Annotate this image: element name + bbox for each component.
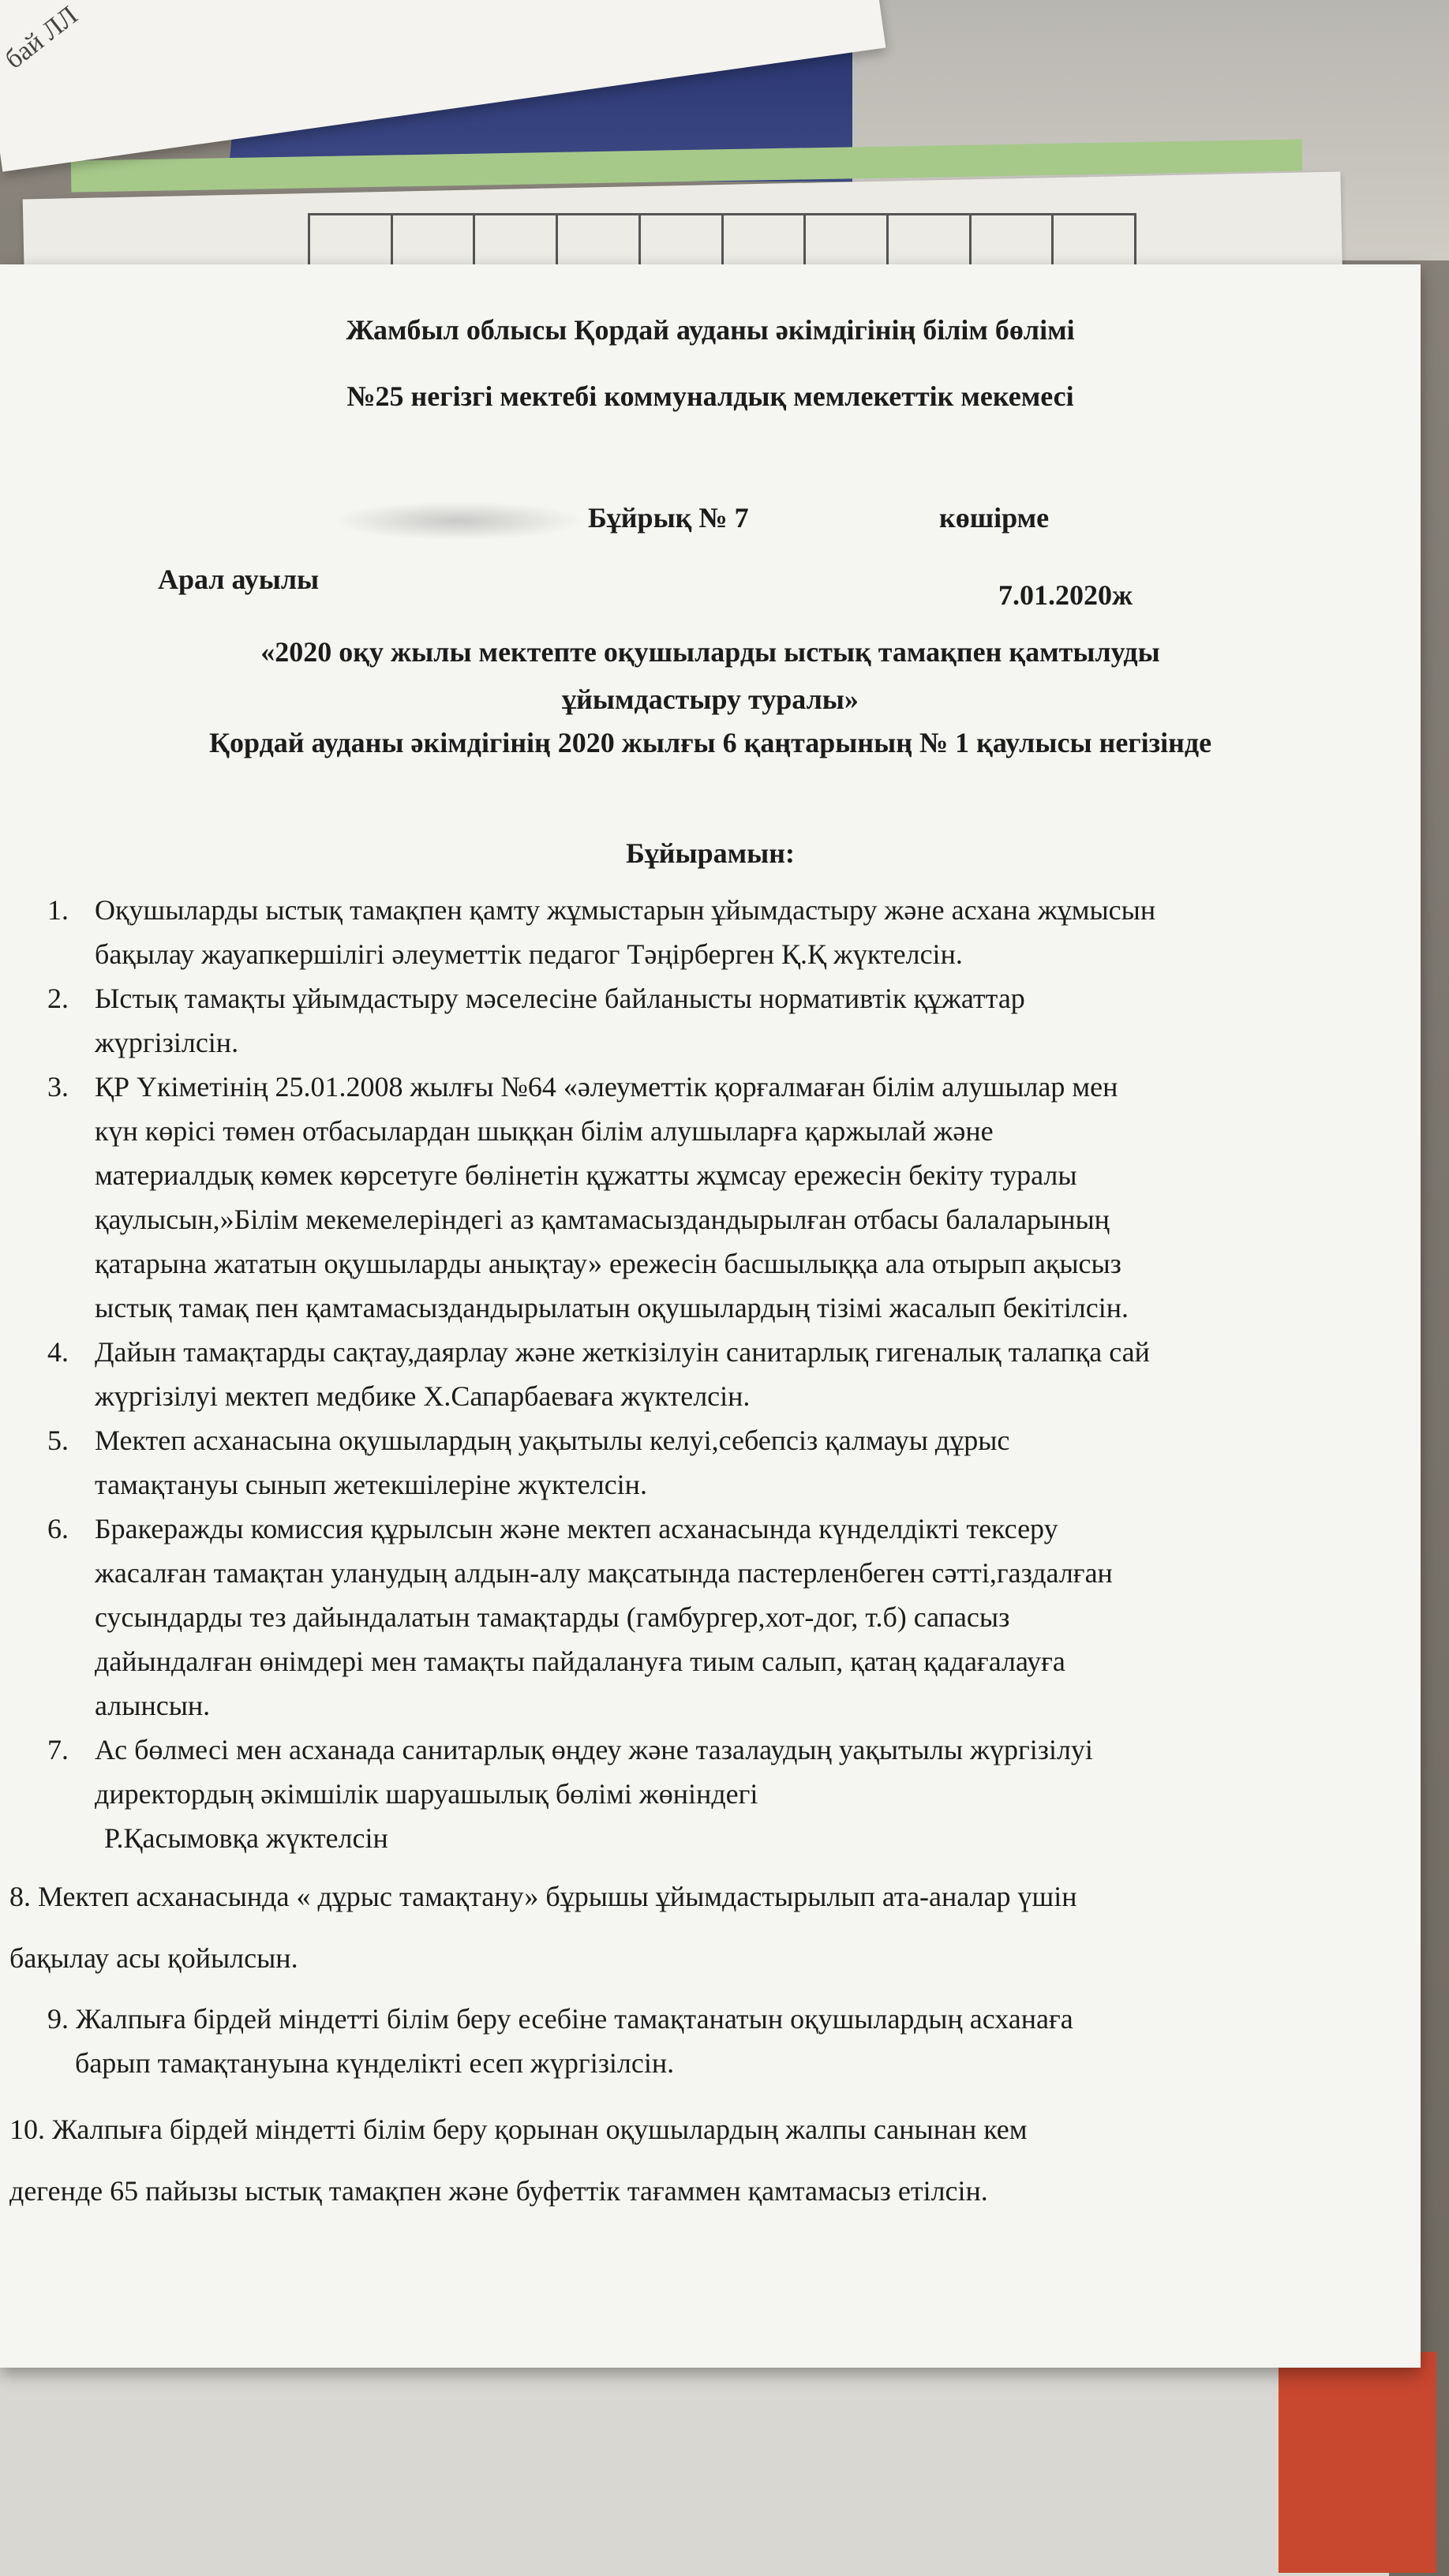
item-line: ҚР Үкіметінің 25.01.2008 жылғы №64 «әлеуметтік қорғалмаған білім алушылар мен	[95, 1071, 1118, 1103]
item-number: 7.	[47, 1734, 69, 1765]
item-line: қаулысын,»Білім мекемелеріндегі аз қамтамасыздандырылған отбасы балаларының	[95, 1204, 1110, 1235]
item-line: Дайын тамақтарды сақтау,даярлау және жеткізілуін санитарлық гигеналық талапқа сай	[95, 1336, 1150, 1368]
item-line: Ыстық тамақты ұйымдастыру мәселесіне байланысты нормативтік құжаттар	[95, 983, 1025, 1014]
item-line: Мектеп асханасына оқушылардың уақытылы келуі,себепсіз қалмауы дұрыс	[95, 1425, 1010, 1456]
item-line: қатарына жататын оқушыларды анықтау» ережесін басшылыққа ала отырып ақысыз	[95, 1248, 1121, 1279]
header-line-1: Жамбыл облысы Қордай ауданы әкімдігінің білім бөлімі	[346, 314, 1075, 346]
item-line: материалдық көмек көрсетуге бөлінетін құжатты жұмсау ережесін бекіту туралы	[95, 1159, 1077, 1191]
order-place: Арал ауылы	[158, 564, 320, 595]
order-basis: Қордай ауданы әкімдігінің 2020 жылғы 6 қаңтарының № 1 қаулысы негізінде	[208, 727, 1212, 758]
document-page	[0, 264, 1421, 2368]
order-item-10	[9, 2107, 1367, 2213]
red-folder-edge	[1279, 2352, 1436, 2573]
item-line: Р.Қасымовқа жүктелсін	[104, 1822, 388, 1854]
item-number: 1.	[47, 894, 69, 926]
item-line: алынсын.	[95, 1690, 211, 1721]
item-line: тамақтануы сынып жетекшілеріне жүктелсін.	[95, 1469, 647, 1500]
item-number: 4.	[47, 1336, 69, 1368]
corner-sheet-text: бай ЛЛ	[0, 0, 84, 75]
item-line: Ас бөлмесі мен асханада санитарлық өңдеу және тазалаудың уақытылы жүргізілуі	[95, 1734, 1093, 1765]
item-line: барып тамақтануына күнделікті есеп жүргізілсін.	[75, 2047, 675, 2079]
item-number: 5.	[47, 1425, 69, 1456]
item-number: 6.	[47, 1513, 69, 1544]
item-line: жасалған тамақтан уланудың алдын-алу мақсатында пастерленбеген сәтті,газдалған	[95, 1557, 1113, 1589]
item-number: 3.	[47, 1071, 69, 1103]
item-line: 8. Мектеп асханасында « дұрыс тамақтану» бұрышы ұйымдастырылып ата-аналар үшін	[9, 1881, 1077, 1912]
blurred-mark	[331, 501, 584, 541]
item-line: сусындарды тез дайындалатын тамақтарды (гамбургер,хот-дог, т.б) сапасыз	[95, 1601, 1010, 1633]
order-subject-line-1: «2020 оқу жылы мектепте оқушыларды ыстық тамақпен қамтылуды	[260, 636, 1160, 668]
item-line: дегенде 65 пайызы ыстық тамақпен және буфеттік тағаммен қамтамасыз етілсін.	[9, 2175, 988, 2207]
item-line: Оқушыларды ыстық тамақпен қамту жұмыстарын ұйымдастыру және асхана жұмысын	[95, 894, 1156, 926]
item-line: ыстық тамақ пен қамтамасыздандырылатын оқушылардың тізімі жасалып бекітілсін.	[95, 1292, 1129, 1324]
item-line: директордың әкімшілік шаруашылық бөлімі жөніндегі	[95, 1778, 758, 1810]
item-line: 10. Жалпыға бірдей міндетті білім беру қорынан оқушылардың жалпы санынан кем	[9, 2114, 1028, 2145]
item-number: 2.	[47, 983, 69, 1014]
item-line: дайындалған өнімдері мен тамақты пайдалануға тиым салып, қатаң қадағалауға	[95, 1646, 1065, 1677]
item-line: күн көрісі төмен отбасылардан шыққан білім алушыларға қаржылай және	[95, 1115, 994, 1147]
item-line: бақылау асы қойылсын.	[9, 1942, 298, 1974]
item-line: бақылау жауапкершілігі әлеуметтік педагог Тәңірберген Қ.Қ жүктелсін.	[95, 938, 963, 970]
item-line: жүргізілуі мектеп медбике Х.Сапарбаеваға жүктелсін.	[95, 1380, 751, 1412]
copy-mark: көшірме	[939, 502, 1050, 534]
order-subject-line-2: ұйымдастыру туралы»	[562, 683, 859, 715]
decree-heading: Бұйырамын:	[625, 837, 796, 869]
item-line: 9. Жалпыға бірдей міндетті білім беру есебіне тамақтанатын оқушылардың асханаға	[47, 2003, 1073, 2035]
order-title: Бұйрық № 7	[588, 502, 749, 534]
order-item-8	[9, 1874, 1367, 1980]
order-date: 7.01.2020ж	[998, 579, 1133, 611]
header-line-2: №25 негізгі мектебі коммуналдық мемлекеттік мекемесі	[346, 380, 1074, 412]
order-item-9	[47, 1997, 1405, 2085]
item-line: Бракеражды комиссия құрылсын және мектеп асханасында күнделдікті тексеру	[95, 1513, 1058, 1544]
item-line: жүргізілсін.	[95, 1027, 239, 1058]
